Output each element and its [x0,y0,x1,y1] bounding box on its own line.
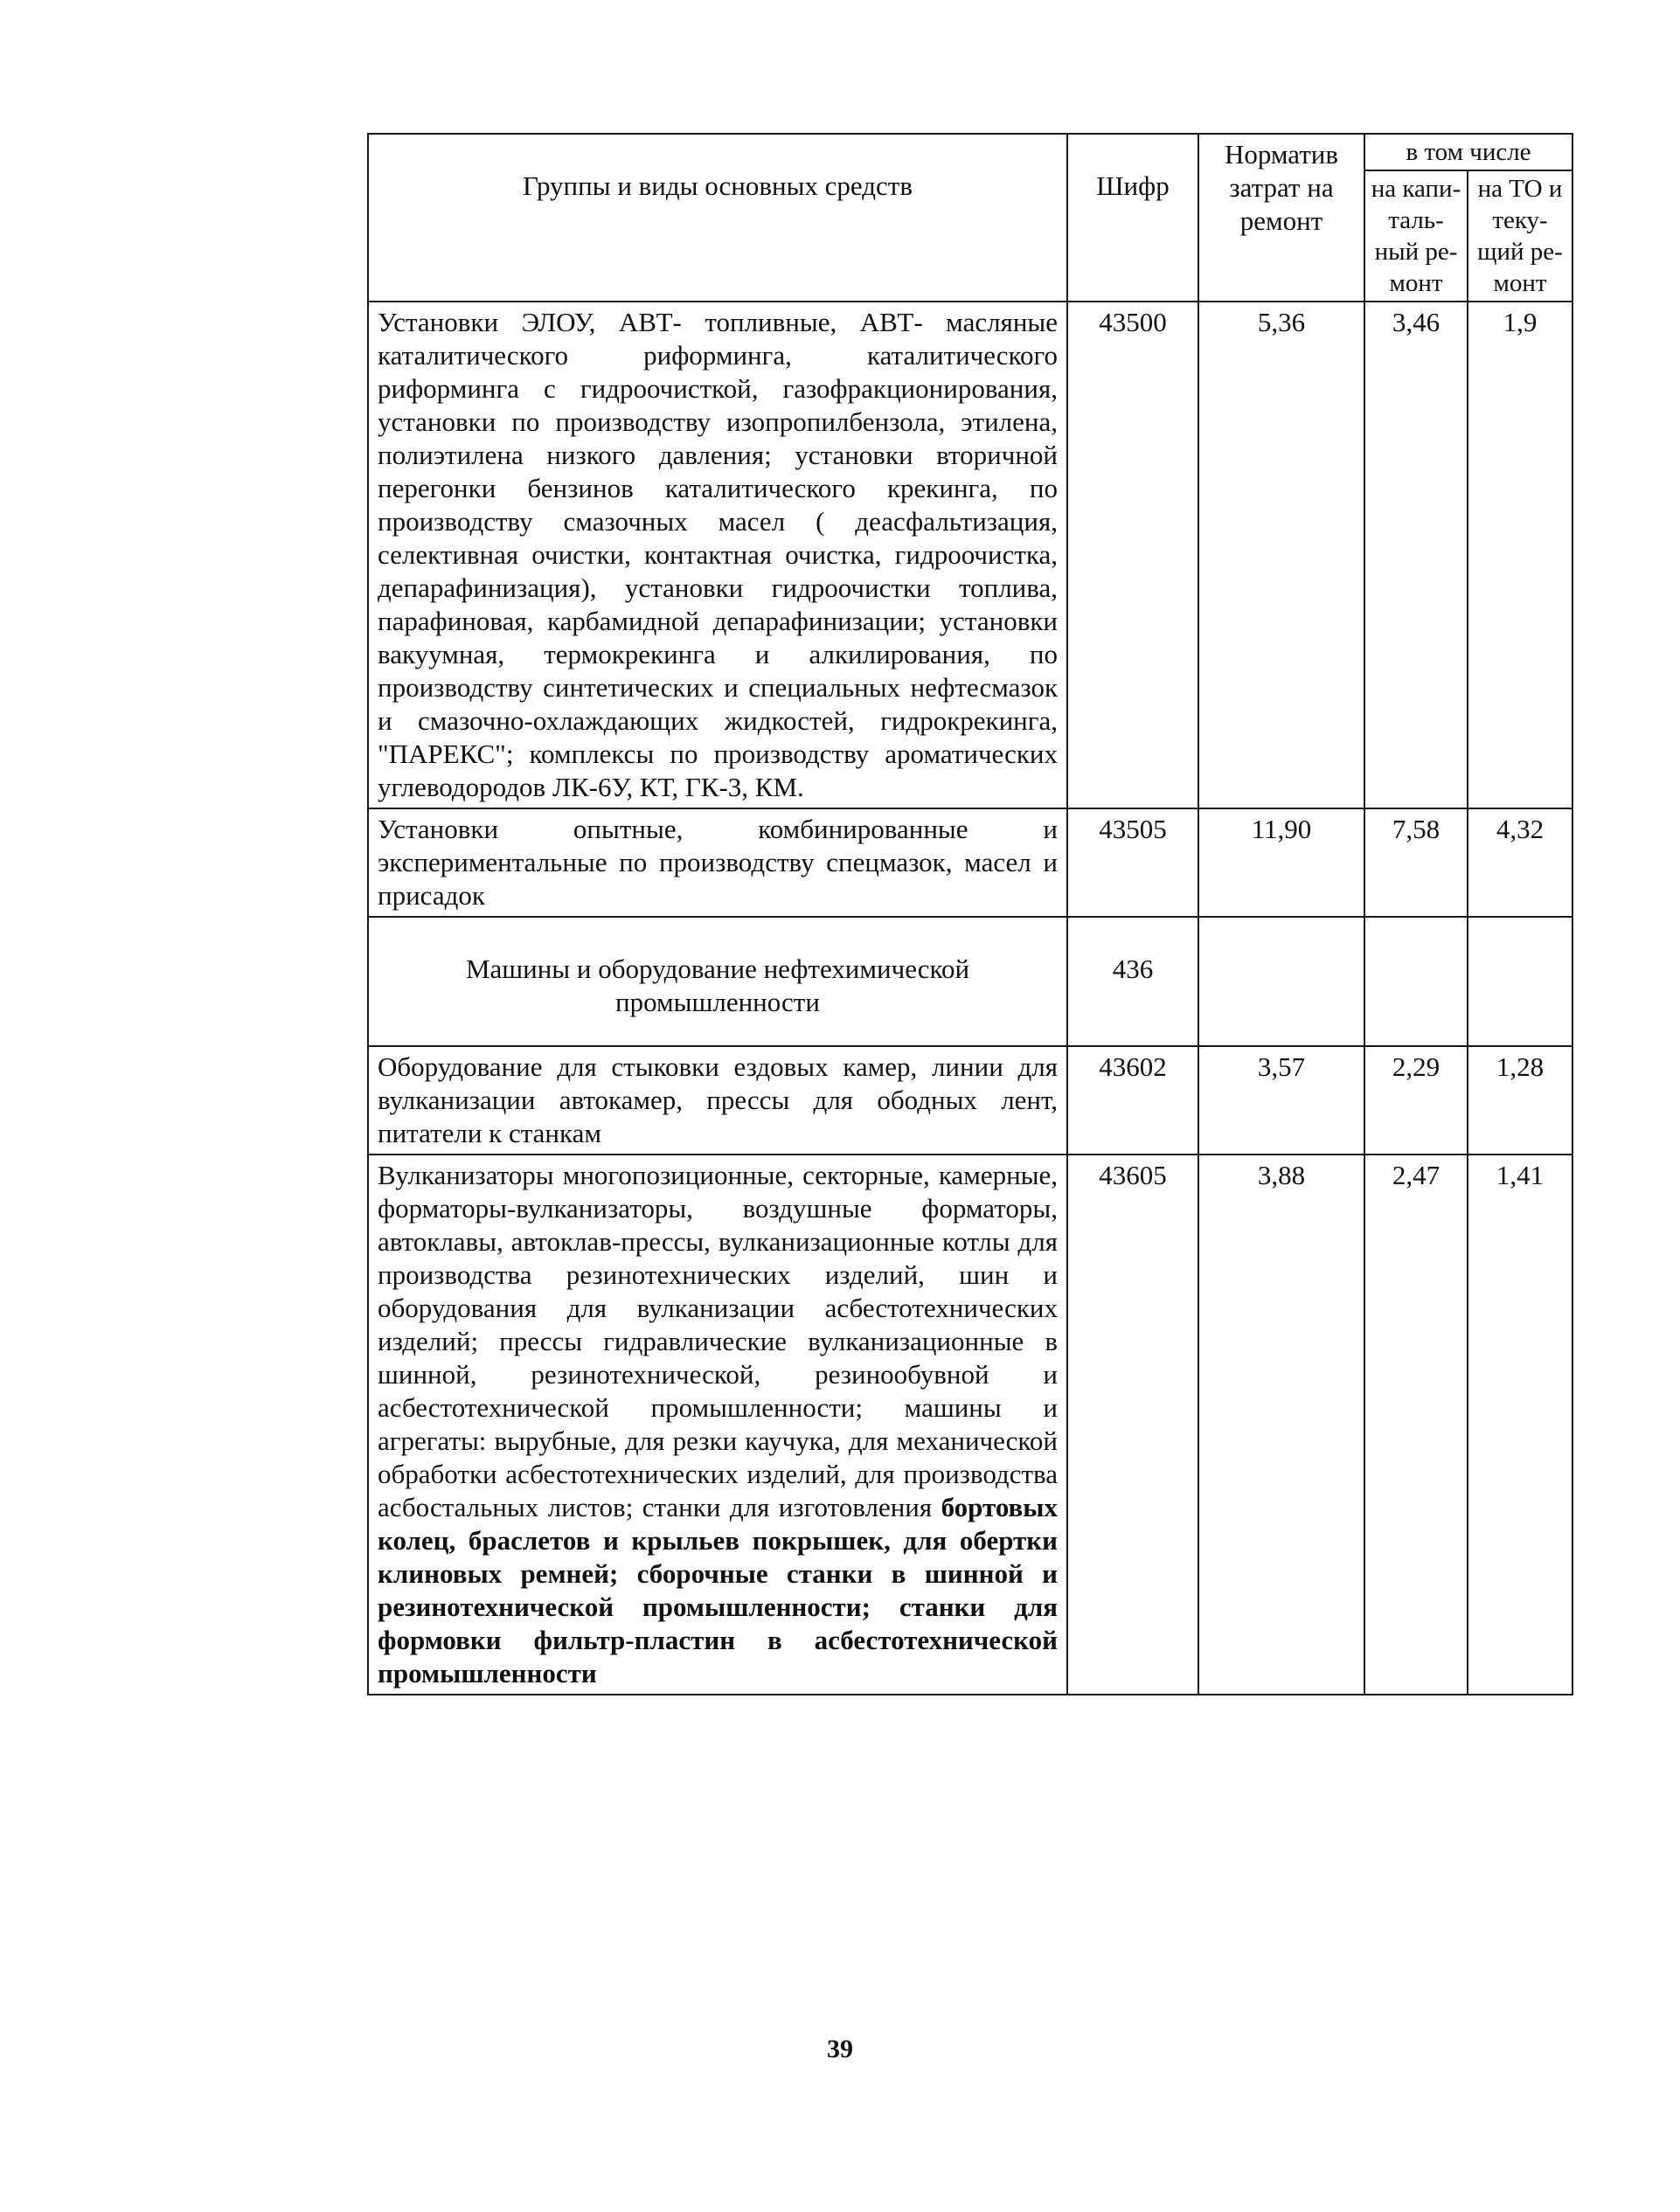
row-norm: 11,90 [1198,808,1364,917]
row-norm: 5,36 [1198,302,1364,808]
row-capital: 7,58 [1364,808,1468,917]
row-name-bold: бортовых колец, браслетов и крыльев покрышек, для обертки клиновых ремней; сборочные станки в шинной и резинотехнической промышленности; станки для формовки фильтр-пластин в асбестотехнической промышленности [378,1492,1058,1688]
row-name: Установки опытные, комбинированные и экспериментальные по производству спецмазок, масел и присадок [368,808,1067,917]
row-name: Оборудование для стыковки ездовых камер, линии для вулканизации автокамер, прессы для ободных лент, питатели к станкам [368,1046,1067,1155]
header-capital: на капи-таль-ный ре-монт [1364,170,1468,302]
row-name-cell [368,1155,1067,1695]
table-row [368,808,1572,917]
section-row [368,917,1572,1046]
row-norm: 3,57 [1198,1046,1364,1155]
row-capital: 3,46 [1364,302,1468,808]
row-current: 1,41 [1468,1155,1572,1695]
row-current: 1,9 [1468,302,1572,808]
row-code: 43602 [1067,1046,1198,1155]
header-current: на ТО и теку-щий ре-монт [1468,170,1572,302]
empty-cell [1198,917,1364,1046]
repair-norms-table [367,133,1573,1695]
row-code: 43500 [1067,302,1198,808]
empty-cell [1364,917,1468,1046]
row-capital: 2,47 [1364,1155,1468,1695]
row-current: 4,32 [1468,808,1572,917]
row-code: 43505 [1067,808,1198,917]
header-name: Группы и виды основных средств [368,134,1067,302]
header-code: Шифр [1067,134,1198,302]
header-norm: Норматив затрат на ремонт [1198,134,1364,302]
table-header-row [368,134,1572,170]
row-code: 43605 [1067,1155,1198,1695]
table-row [368,302,1572,808]
row-name: Установки ЭЛОУ, АВТ- топливные, АВТ- масляные каталитического риформинга, каталитического риформинга с гидроочисткой, газофракционирования, установки по производству изопропилбензола, этилена, полиэтилена низкого давления; установки вторичной перегонки бензинов каталитического крекинга, по производству смазочных масел ( деасфальтизация, селективная очистки, контактная очистка, гидроочистка, депарафинизация), установки гидроочистки топлива, парафиновая, карбамидной депарафинизации; установки вакуумная, термокрекинга и алкилирования, по производству синтетических и специальных нефтесмазок и смазочно-охлаждающих жидкостей, гидрокрекинга, "ПАРЕКС"; комплексы по производству ароматических углеводородов ЛК-6У, КТ, ГК-3, КМ. [368,302,1067,808]
header-including: в том числе [1364,134,1572,170]
table-row [368,1155,1572,1695]
table-row [368,1046,1572,1155]
document-table-wrapper [367,133,1572,1695]
row-name: Вулканизаторы многопозиционные, секторные, камерные, форматоры-вулканизаторы, воздушные форматоры, автоклавы, автоклав-прессы, вулканизационные котлы для производства резинотехнических изделий, шин и оборудования для вулканизации асбестотехнических изделий; прессы гидравлические вулканизационные в шинной, резинотехнической, резинообувной и асбестотехнической промышленности; машины и агрегаты: вырубные, для резки каучука, для механической обработки асбестотехнических изделий, для производства асбостальных листов; станки для изготовления [378,1160,1058,1522]
row-norm: 3,88 [1198,1155,1364,1695]
row-capital: 2,29 [1364,1046,1468,1155]
page-number: 39 [827,2035,853,2063]
section-title: Машины и оборудование нефтехимической промышленности [368,917,1067,1046]
empty-cell [1468,917,1572,1046]
section-code: 436 [1067,917,1198,1046]
row-current: 1,28 [1468,1046,1572,1155]
